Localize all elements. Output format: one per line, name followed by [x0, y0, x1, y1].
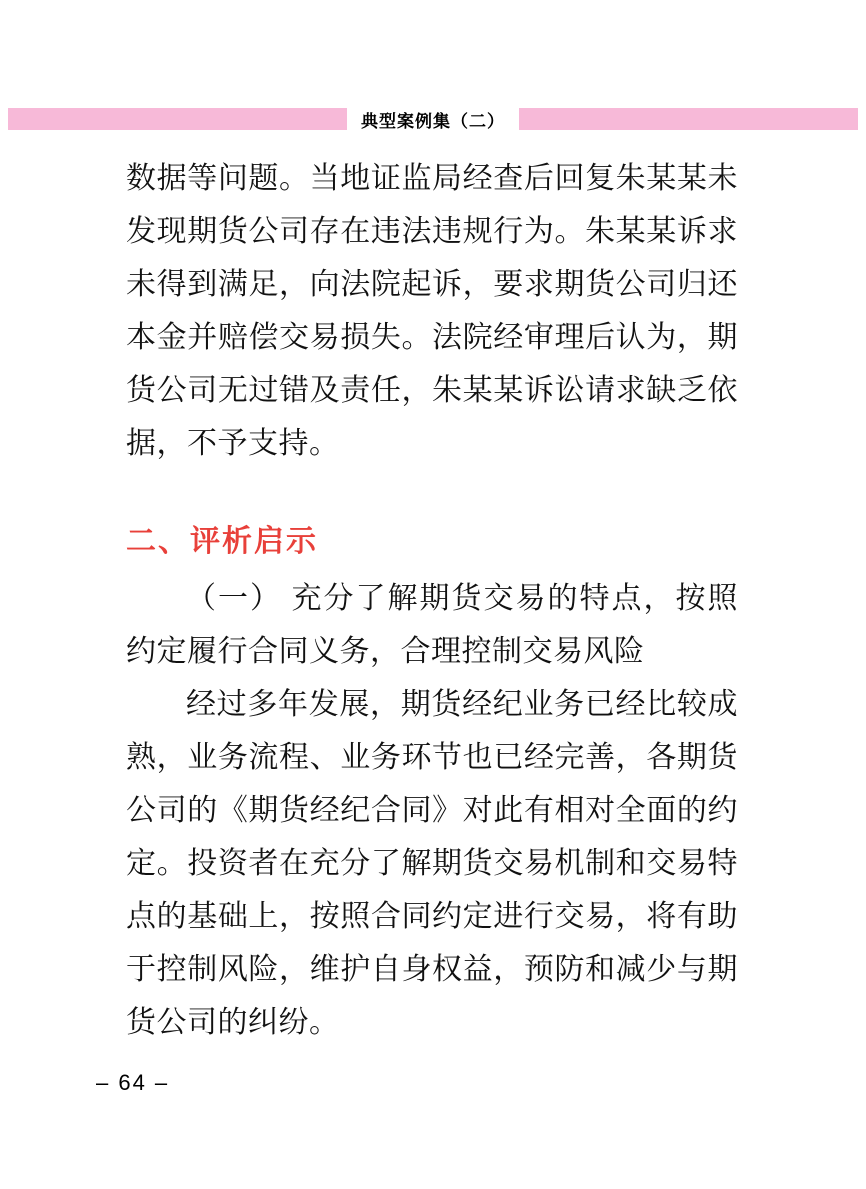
paragraph-continued: 数据等问题。当地证监局经查后回复朱某某未发现期货公司存在违法违规行为。朱某某诉求未得到满足，向法院起诉，要求期货公司归还本金并赔偿交易损失。法院经审理后认为，期货公司无过错及责任，朱某某诉讼请求缺乏依据，不予支持。 [126, 162, 738, 460]
page-content [126, 152, 738, 1049]
header-decoration-left [8, 108, 347, 130]
header-title: 典型案例集（二） [361, 111, 505, 131]
paragraph-body: 经过多年发展，期货经纪业务已经比较成熟，业务流程、业务环节也已经完善，各期货公司的《期货经纪合同》对此有相对全面的约定。投资者在充分了解期货交易机制和交易特点的基础上，按照合同约定进行交易，将有助于控制风险，维护自身权益，预防和减少与期货公司的纠纷。 [126, 688, 738, 1039]
page-number: – 64 – [96, 1070, 170, 1095]
running-header [0, 104, 866, 134]
subsection-heading: （一） 充分了解期货交易的特点，按照约定履行合同义务，合理控制交易风险 [126, 582, 738, 668]
section-heading: 二、评析启示 [126, 525, 318, 558]
header-decoration-right [519, 108, 858, 130]
